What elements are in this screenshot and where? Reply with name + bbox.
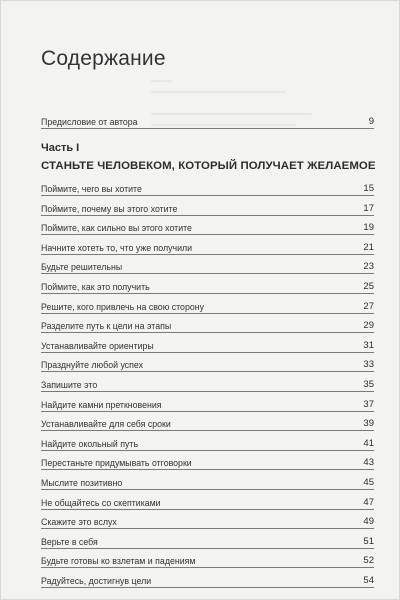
leader-rule xyxy=(41,469,374,470)
toc-entry xyxy=(41,573,374,593)
toc-entry xyxy=(41,455,374,475)
toc-entry xyxy=(41,416,374,436)
toc-entry-label: Будьте решительны xyxy=(41,262,123,273)
toc-entry-page: 37 xyxy=(363,398,374,410)
leader-rule xyxy=(41,548,374,549)
toc-entry-label: Поймите, как сильно вы этого хотите xyxy=(41,223,192,234)
toc-entry-label: Разделите путь к цели на этапы xyxy=(41,321,172,332)
leader-rule xyxy=(41,352,374,353)
toc-entry xyxy=(41,220,374,240)
toc-entry xyxy=(41,338,374,358)
toc-entry-label: Поймите, чего вы хотите xyxy=(41,184,142,194)
toc-entry xyxy=(41,201,374,221)
leader-rule xyxy=(41,411,374,412)
leader-rule xyxy=(41,234,374,235)
toc-entry xyxy=(41,475,374,495)
toc-entry-page: 15 xyxy=(363,183,374,194)
toc-entry xyxy=(41,377,374,397)
leader-rule xyxy=(41,371,374,372)
toc-entry-label: Верьте в себя xyxy=(41,536,98,547)
toc-entry-label: Решите, кого привлечь на свою сторону xyxy=(41,301,204,312)
toc-entry-label: Найдите окольный путь xyxy=(41,438,139,449)
toc-entry-label: Празднуйте любой успех xyxy=(41,360,143,371)
toc-entry-page: 49 xyxy=(363,516,374,528)
toc-entry-page: 27 xyxy=(363,300,374,312)
toc-entry-page: 21 xyxy=(363,241,374,253)
toc-entry-page: 41 xyxy=(363,437,374,449)
toc-entry-label: Поймите, как это получить xyxy=(41,281,150,292)
leader-rule xyxy=(41,332,374,333)
leader-rule xyxy=(41,313,374,314)
toc-list xyxy=(41,181,374,592)
toc-entry xyxy=(41,259,374,279)
toc-entry-page: 45 xyxy=(363,476,374,488)
toc-entry-page: 9 xyxy=(368,116,374,127)
leader-rule xyxy=(41,430,374,431)
toc-entry xyxy=(41,553,374,573)
leader-rule xyxy=(41,450,374,451)
leader-rule xyxy=(41,195,374,196)
toc-entry-page: 39 xyxy=(363,418,374,430)
toc-entry-label: Радуйтесь, достигнув цели xyxy=(41,575,152,586)
leader-rule xyxy=(41,587,374,588)
toc-entry-page: 17 xyxy=(363,202,374,214)
toc-entry-page: 43 xyxy=(363,457,374,469)
toc-entry-page: 51 xyxy=(363,535,374,547)
toc-entry-page: 19 xyxy=(363,222,374,234)
leader-rule xyxy=(41,489,374,490)
toc-entry-page: 25 xyxy=(363,280,374,292)
toc-entry-label: Мыслите позитивно xyxy=(41,477,123,488)
toc-entry xyxy=(41,181,374,201)
toc-entry-label: Скажите это вслух xyxy=(41,517,117,528)
leader-rule xyxy=(41,293,374,294)
toc-entry xyxy=(41,514,374,534)
part-title: СТАНЬТЕ ЧЕЛОВЕКОМ, КОТОРЫЙ ПОЛУЧАЕТ ЖЕЛАЕМОЕ xyxy=(41,160,376,172)
leader-rule xyxy=(41,509,374,510)
page-title: Содержание xyxy=(41,47,166,70)
toc-entry-page: 35 xyxy=(363,378,374,390)
leader-rule xyxy=(41,567,374,568)
leader-rule xyxy=(41,273,374,274)
part-label: Часть I xyxy=(41,142,80,154)
toc-entry-page: 52 xyxy=(363,555,374,567)
toc-entry-label: Будьте готовы ко взлетам и падениям xyxy=(41,556,196,567)
toc-entry-page: 33 xyxy=(363,359,374,371)
toc-entry-page: 31 xyxy=(363,339,374,351)
toc-entry xyxy=(41,240,374,260)
toc-entry xyxy=(41,397,374,417)
toc-entry-page: 23 xyxy=(363,261,374,273)
toc-entry xyxy=(41,299,374,319)
leader-rule xyxy=(41,215,374,216)
toc-entry-label: Перестаньте придумывать отговорки xyxy=(41,458,192,469)
toc-entry-label: Предисловие от автора xyxy=(41,117,138,127)
toc-entry xyxy=(41,318,374,338)
toc-entry xyxy=(41,534,374,554)
toc-entry-label: Поймите, почему вы этого хотите xyxy=(41,203,178,214)
toc-entry-page: 29 xyxy=(363,320,374,332)
leader-rule xyxy=(41,254,374,255)
leader-rule xyxy=(41,391,374,392)
toc-entry xyxy=(41,357,374,377)
toc-entry xyxy=(41,495,374,515)
leader-rule xyxy=(41,528,374,529)
toc-entry-label: Устанавливайте для себя сроки xyxy=(41,419,171,430)
toc-entry-label: Запишите это xyxy=(41,379,98,390)
leader-rule xyxy=(41,128,374,129)
toc-entry-label: Не общайтесь со скептиками xyxy=(41,497,161,508)
toc-entry-page: 54 xyxy=(363,574,374,586)
toc-entry-preface xyxy=(41,117,374,131)
toc-entry-label: Устанавливайте ориентиры xyxy=(41,340,154,351)
toc-entry xyxy=(41,436,374,456)
toc-entry xyxy=(41,279,374,299)
toc-entry-page: 47 xyxy=(363,496,374,508)
toc-entry-label: Начните хотеть то, что уже получили xyxy=(41,242,193,253)
toc-entry-label: Найдите камни преткновения xyxy=(41,399,162,410)
bleed-through-text: ▁▁▁▁ ▁▁▁▁▁▁▁▁▁▁▁▁▁▁▁▁▁▁▁▁▁▁▁▁▁ ▁▁▁▁▁▁▁▁▁▁▁▁▁▁▁▁▁▁▁▁▁▁▁▁▁▁▁▁▁▁ ▁▁▁▁▁▁▁▁▁▁▁▁▁▁▁▁▁▁▁▁▁▁▁▁▁▁▁ xyxy=(151,75,313,126)
